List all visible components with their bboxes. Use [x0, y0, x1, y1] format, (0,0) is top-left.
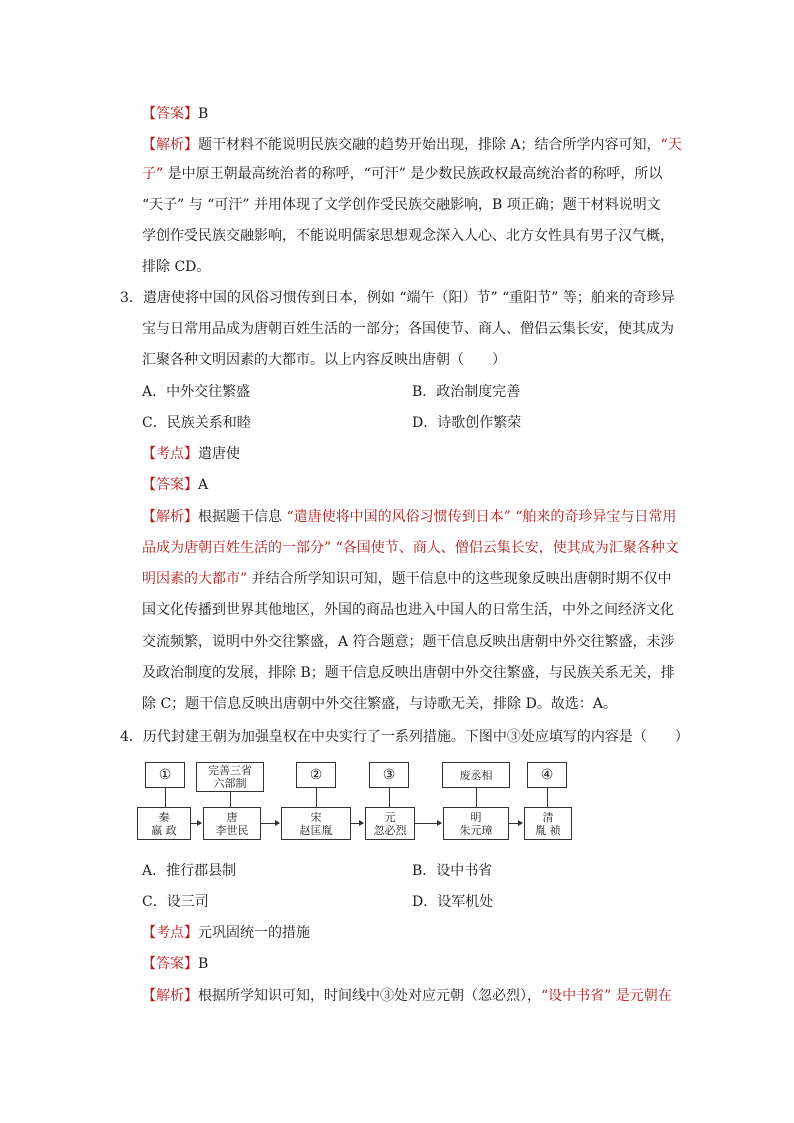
arrow-icon: [415, 823, 441, 824]
connector: [476, 788, 477, 807]
analysis-tag: 【解析】: [142, 137, 198, 153]
q4-option-d: D．设军机处: [412, 894, 494, 910]
dynasty-box-tang: 唐 李世民: [203, 807, 261, 840]
answer-value: B: [198, 106, 209, 122]
connector: [389, 788, 390, 807]
q2-analysis-line-5: 排除 CD。: [142, 259, 211, 275]
q2-answer: [142, 104, 208, 124]
q3-stem-line-3: 汇聚各种文明因素的大都市。以上内容反映出唐朝（ ）: [142, 352, 506, 368]
analysis-tag: 【解析】: [142, 509, 198, 525]
q3-analysis-line-4: 国文化传播到世界其他地区，外国的商品也进入中国人的日常生活，中外之间经济文化: [142, 602, 674, 618]
arrow-icon: [261, 823, 279, 824]
analysis-quote: 子”: [142, 166, 164, 182]
answer-value: A: [198, 477, 209, 493]
analysis-text: 根据所学知识可知，时间线中③处对应元朝（忽必烈），: [198, 988, 541, 1004]
analysis-quote: “设中书省” 是元朝在: [541, 988, 672, 1004]
answer-tag: 【答案】: [142, 956, 198, 972]
analysis-text: 题干材料不能说明民族交融的趋势开始出现，排除 A；结合所学内容可知，: [198, 137, 661, 153]
q3-analysis-line-1: [142, 507, 676, 527]
analysis-quote: 明因素的大都市”: [142, 571, 248, 587]
answer-value: B: [198, 956, 209, 972]
q2-analysis-line-4: 学创作受民族交融影响，不能说明儒家思想观念深入人心、北方女性具有男子汉气概，: [142, 228, 674, 244]
connector: [165, 788, 166, 807]
kaodian-value: 遣唐使: [198, 446, 240, 462]
q4-answer: [142, 954, 208, 974]
dynasty-box-qing: 清 胤 祯: [524, 807, 572, 840]
q2-analysis-line-1: [142, 135, 682, 155]
arrow-icon: [509, 823, 522, 824]
q4-kaodian: [142, 923, 310, 943]
arrow-icon: [351, 823, 363, 824]
kaodian-tag: 【考点】: [142, 446, 198, 462]
q3-answer: [142, 475, 208, 495]
analysis-quote: “天: [660, 137, 682, 153]
dynasty-box-ming: 明 朱元璋: [443, 807, 509, 840]
q4-option-b: B．设中书省: [412, 863, 493, 879]
dynasty-box-qin: 秦 嬴 政: [137, 807, 191, 840]
answer-tag: 【答案】: [142, 477, 198, 493]
answer-tag: 【答案】: [142, 106, 198, 122]
top-box-5: 废丞相: [442, 762, 510, 788]
q3-option-b: B．政治制度完善: [412, 384, 521, 400]
q3-option-a: A．中外交往繁盛: [142, 384, 251, 400]
q2-analysis-line-3: “天子” 与 “可汗” 并用体现了文学创作受民族交融影响，B 项正确；题干材料说明文: [142, 197, 661, 213]
q3-analysis-line-2: 品成为唐朝百姓生活的一部分” “各国使节、商人、僧侣云集长安，使其成为汇聚各种文: [142, 540, 679, 556]
top-box-4: ③: [369, 762, 409, 788]
q4-analysis-line-1: [142, 986, 672, 1006]
q4-stem: 4．历代封建王朝为加强皇权在中央实行了一系列措施。下图中③处应填写的内容是（ ）: [120, 729, 689, 745]
q3-analysis-line-5: 交流频繁，说明中外交往繁盛，A 符合题意；题干信息反映出唐朝中外交往繁盛，未涉: [142, 634, 675, 650]
top-box-3: ②: [296, 762, 336, 788]
connector: [230, 792, 231, 807]
top-box-2: 完善三省 六部制: [196, 762, 264, 792]
q4-option-a: A．推行郡县制: [142, 863, 237, 879]
kaodian-value: 元巩固统一的措施: [198, 925, 310, 941]
q3-kaodian: [142, 444, 240, 464]
dynasty-box-song: 宋 赵匡胤: [281, 807, 351, 840]
analysis-quote: “遣唐使将中国的风俗习惯传到日本” “舶来的奇珍异宝与日常用: [286, 509, 677, 525]
q3-stem-line-2: 宝与日常用品成为唐朝百姓生活的一部分；各国使节、商人、僧侣云集长安，使其成为: [142, 321, 674, 337]
kaodian-tag: 【考点】: [142, 925, 198, 941]
q3-analysis-line-3: [142, 569, 672, 589]
dynasty-box-yuan: 元 忽必烈: [365, 807, 415, 840]
top-box-6: ④: [527, 762, 567, 788]
connector: [316, 788, 317, 807]
q3-option-c: C．民族关系和睦: [142, 415, 251, 431]
q3-option-d: D．诗歌创作繁荣: [412, 415, 522, 431]
analysis-text: 根据题干信息: [198, 509, 287, 525]
q3-stem-line-1: 3．遣唐使将中国的风俗习惯传到日本，例如 “端午（阳）节” “重阳节” 等；舶来的奇珍异: [120, 290, 675, 306]
analysis-tag: 【解析】: [142, 988, 198, 1004]
q3-analysis-line-6: 及政治制度的发展，排除 B；题干信息反映出唐朝中外交往繁盛，与民族关系无关，排: [142, 665, 675, 681]
arrow-icon: [191, 823, 201, 824]
analysis-text: 是中原王朝最高统治者的称呼，“可汗” 是少数民族政权最高统治者的称呼，所以: [163, 166, 663, 182]
q2-analysis-line-2: [142, 164, 662, 184]
analysis-text: 并结合所学知识可知，题干信息中的这些现象反映出唐朝时期不仅中: [247, 571, 672, 587]
q3-analysis-line-7: 除 C；题干信息反映出唐朝中外交往繁盛，与诗歌无关，排除 D。故选：A。: [142, 696, 617, 712]
q4-option-c: C．设三司: [142, 894, 209, 910]
top-box-1: ①: [145, 762, 185, 788]
connector: [547, 788, 548, 807]
